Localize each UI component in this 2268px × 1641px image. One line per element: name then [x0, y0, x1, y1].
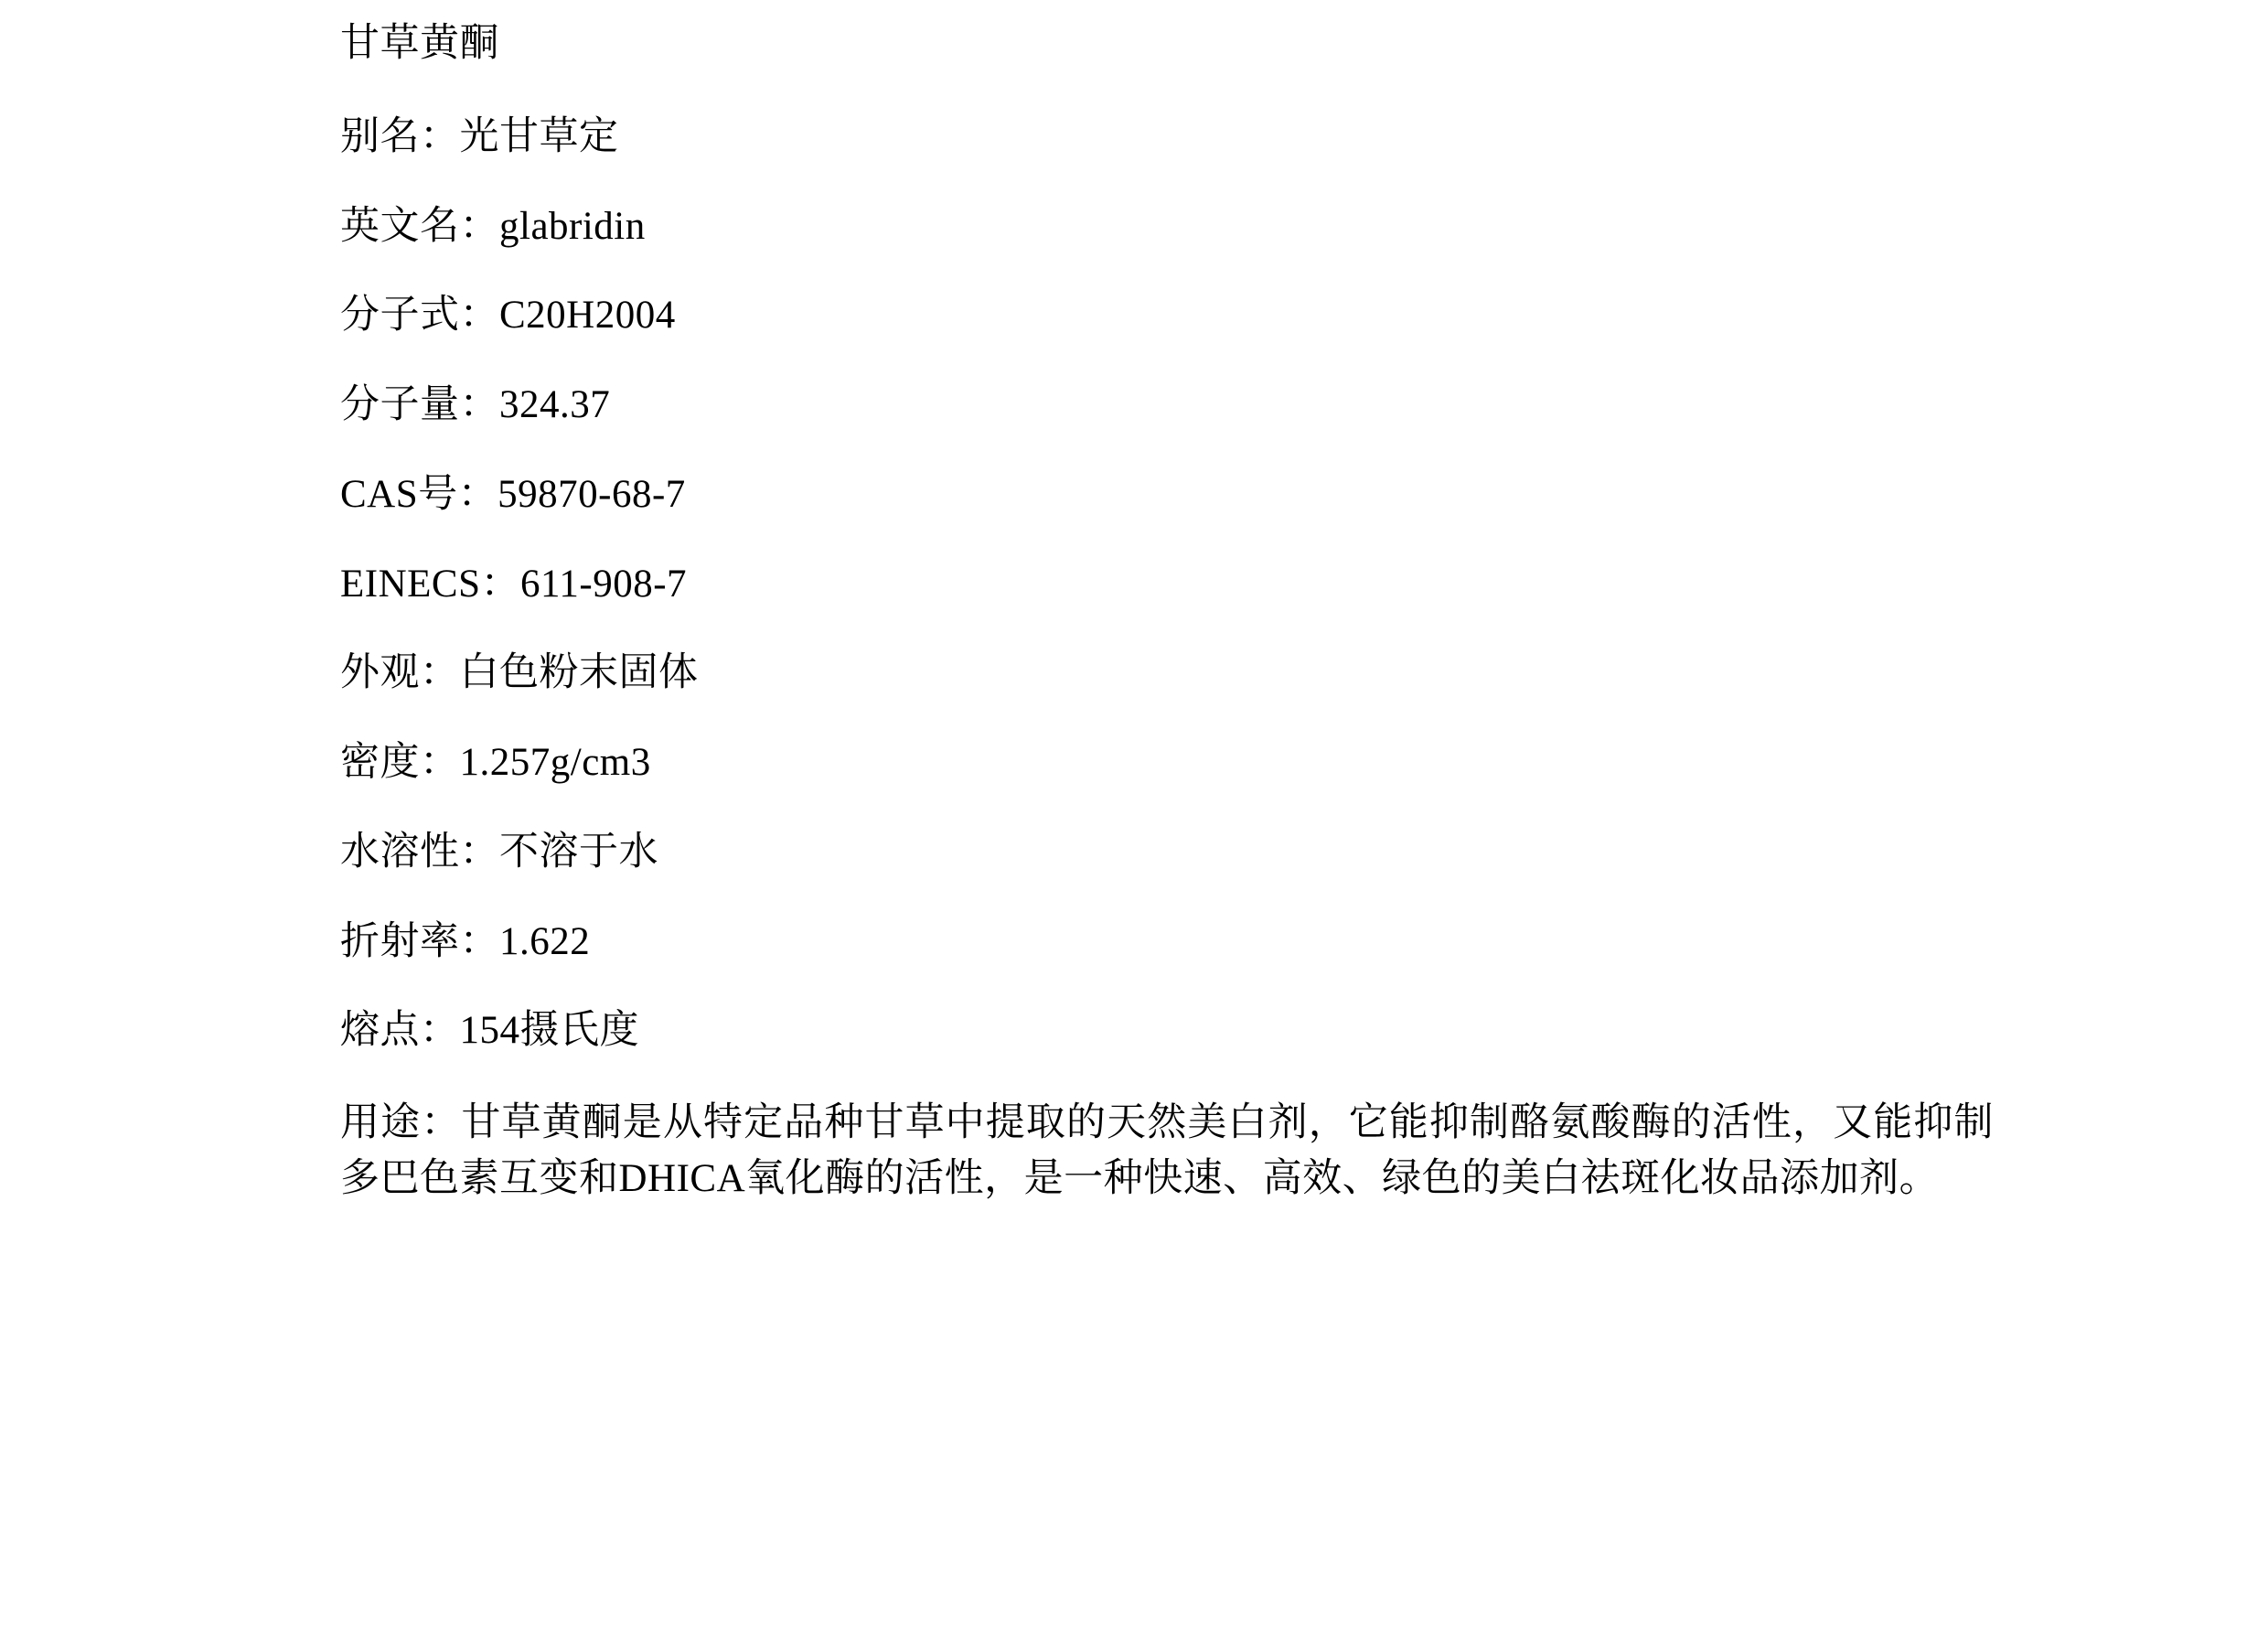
field-density: 密度：1.257g/cm3 — [340, 741, 651, 784]
field-melting-point: 熔点：154摄氏度 — [340, 1009, 639, 1053]
field-refractive-index: 折射率：1.622 — [340, 919, 591, 963]
field-cas-number: CAS号：59870-68-7 — [340, 472, 686, 516]
field-usage: 用途：甘草黄酮是从特定品种甘草中提取的天然美白剂，它能抑制酪氨酸酶的活性，又能抑制多巴色素互变和DHICA氧化酶的活性，是一种快速、高效、绿色的美白祛斑化妆品添加剂。 — [340, 1101, 1994, 1201]
field-molecular-weight: 分子量：324.37 — [340, 383, 611, 426]
document-body — [340, 18, 1994, 1207]
page-title: 甘草黄酮 — [340, 22, 499, 65]
field-einecs: EINECS：611-908-7 — [340, 562, 688, 606]
field-appearance: 外观：白色粉末固体 — [340, 651, 699, 695]
field-english-name: 英文名：glabridin — [340, 204, 646, 248]
field-alias: 别名：光甘草定 — [340, 114, 619, 158]
field-molecular-formula: 分子式：C20H2004 — [340, 294, 676, 338]
field-water-solubility: 水溶性：不溶于水 — [340, 830, 658, 874]
